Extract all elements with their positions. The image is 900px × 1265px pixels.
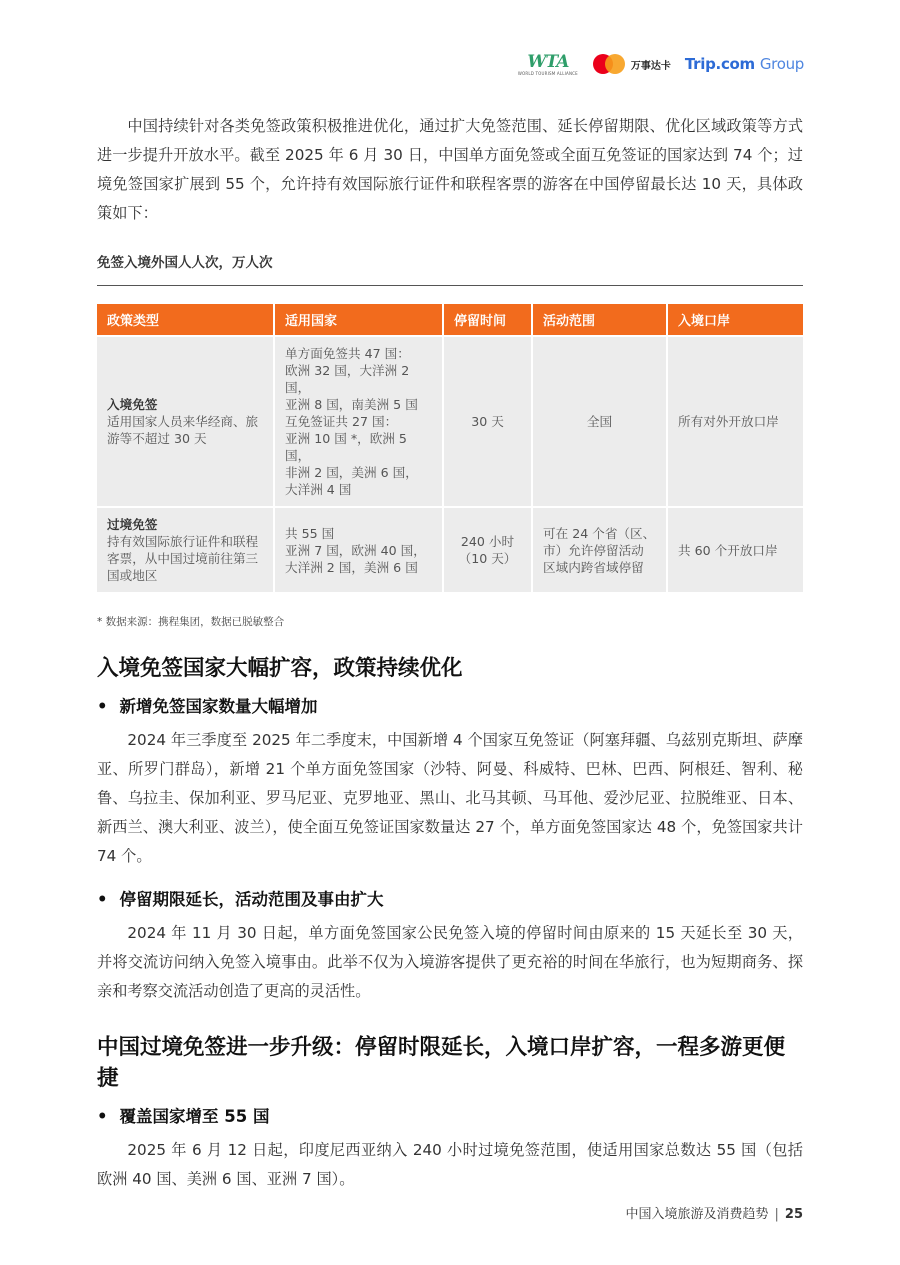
- bullet-paragraph: 2024 年三季度至 2025 年二季度末，中国新增 4 个国家互免签证（阿塞拜疆、乌兹别克斯坦、萨摩亚、所罗门群岛），新增 21 个单方面免签国家（沙特、阿曼、科威特、巴林、巴西、阿根廷、智利、秘鲁、乌拉圭、保加利亚、罗马尼亚、克罗地亚、黑山、北马其顿、马耳他、爱沙尼亚、拉脱维亚、日本、新西兰、澳大利亚、波兰），使全面互免签证国家数量达 27 个，单方面免签国家达 48 个，免签国家共计 74 个。: [97, 731, 803, 865]
- mastercard-circles-icon: [593, 54, 625, 74]
- mastercard-text: 万事达卡: [630, 60, 671, 72]
- stay-line: （10 天）: [458, 551, 517, 566]
- table-title: 免签入境外国人人次，万人次: [97, 251, 803, 286]
- countries-cell: [274, 336, 443, 507]
- table-header-cell: 停留时间: [443, 304, 532, 336]
- countries-cell: [274, 507, 443, 592]
- table-header-cell: 适用国家: [274, 304, 443, 336]
- table-header-row: [97, 304, 803, 336]
- table-row: [97, 507, 803, 592]
- countries-line: 大洋洲 2 国，美洲 6 国: [285, 559, 418, 575]
- wta-text: WORLD TOURISM ALLIANCE: [517, 70, 578, 76]
- stay-cell: [443, 507, 532, 592]
- port-cell: 共 60 个开放口岸: [667, 507, 803, 592]
- table-header-cell: 政策类型: [97, 304, 274, 336]
- bullet-heading: • 停留期限延长，活动范围及事由扩大: [97, 887, 803, 913]
- stay-line: 30 天: [471, 414, 504, 429]
- port-cell: 所有对外开放口岸: [667, 336, 803, 507]
- countries-line: 亚洲 10 国 *，欧洲 5 国，: [285, 431, 407, 463]
- countries-line: 共 55 国: [285, 525, 335, 541]
- trip-brand: Trip.com: [684, 55, 755, 73]
- table-header-cell: 入境口岸: [667, 304, 803, 336]
- policy-type-cell: [97, 336, 274, 507]
- mastercard-logo: [593, 54, 671, 74]
- countries-line: 单方面免签共 47 国：: [285, 346, 410, 361]
- scope-cell: 可在 24 个省（区、市）允许停留活动区域内跨省域停留: [532, 507, 667, 592]
- section-title: 中国过境免签进一步升级：停留时限延长，入境口岸扩容，一程多游更便捷: [97, 1035, 786, 1091]
- bullet-paragraph: 2025 年 6 月 12 日起，印度尼西亚纳入 240 小时过境免签范围，使适用国家总数达 55 国（包括欧洲 40 国、美洲 6 国、亚洲 7 国）。: [97, 1141, 803, 1188]
- policy-type-cell: [97, 507, 274, 592]
- countries-line: 亚洲 8 国，南美洲 5 国: [285, 397, 418, 412]
- page-content: [97, 112, 803, 1194]
- source-note: * 数据来源：携程集团，数据已脱敏整合: [97, 616, 285, 628]
- policy-table: [97, 304, 803, 592]
- policy-type-desc: 持有效国际旅行证件和联程客票，从中国过境前往第三国或地区: [107, 534, 259, 583]
- section-title: 入境免签国家大幅扩容，政策持续优化: [97, 656, 463, 681]
- table-header-cell: 活动范围: [532, 304, 667, 336]
- countries-line: 亚洲 7 国，欧洲 40 国，: [285, 542, 426, 558]
- wta-logo: [517, 53, 579, 76]
- trip-com-group-logo: [685, 55, 804, 73]
- intro-paragraph: 中国持续针对各类免签政策积极推进优化，通过扩大免签范围、延长停留期限、优化区域政策等方式进一步提升开放水平。截至 2025 年 6 月 30 日，中国单方面免签或全面互免签证的国家达到 74 个；过境免签国家扩展到 55 个，允许持有效国际旅行证件和联程客票的游客在中国停留最长达 10 天，具体政策如下：: [97, 117, 803, 222]
- stay-line: 240 小时: [460, 534, 515, 549]
- scope-cell: 全国: [532, 336, 667, 507]
- stay-cell: [443, 336, 532, 507]
- bullet-paragraph: 2024 年 11 月 30 日起，单方面免签国家公民免签入境的停留时间由原来的 15 天延长至 30 天，并将交流访问纳入免签入境事由。此举不仅为入境游客提供了更充裕的时间在华旅行，也为短期商务、探亲和考察交流活动创造了更高的灵活性。: [97, 924, 803, 1000]
- page-number: 25: [784, 1207, 803, 1222]
- page-footer: [626, 1203, 804, 1222]
- policy-type-title: 入境免签: [107, 397, 158, 412]
- wta-mark: WTA: [527, 51, 569, 72]
- countries-line: 大洋洲 4 国: [285, 482, 352, 497]
- policy-type-desc: 适用国家人员来华经商、旅游等不超过 30 天: [107, 414, 259, 446]
- bullet-heading: • 覆盖国家增至 55 国: [97, 1104, 803, 1130]
- table-row: [97, 336, 803, 507]
- footer-separator: |: [774, 1207, 779, 1222]
- countries-line: 互免签证共 27 国：: [285, 414, 398, 429]
- footer-report-title: 中国入境旅游及消费趋势: [625, 1207, 769, 1222]
- countries-line: 欧洲 32 国，大洋洲 2 国，: [285, 363, 410, 395]
- header-logos: [517, 44, 804, 84]
- trip-group: Group: [759, 55, 804, 73]
- countries-line: 非洲 2 国，美洲 6 国，: [285, 465, 418, 480]
- policy-type-title: 过境免签: [107, 517, 158, 532]
- bullet-heading: • 新增免签国家数量大幅增加: [97, 694, 803, 720]
